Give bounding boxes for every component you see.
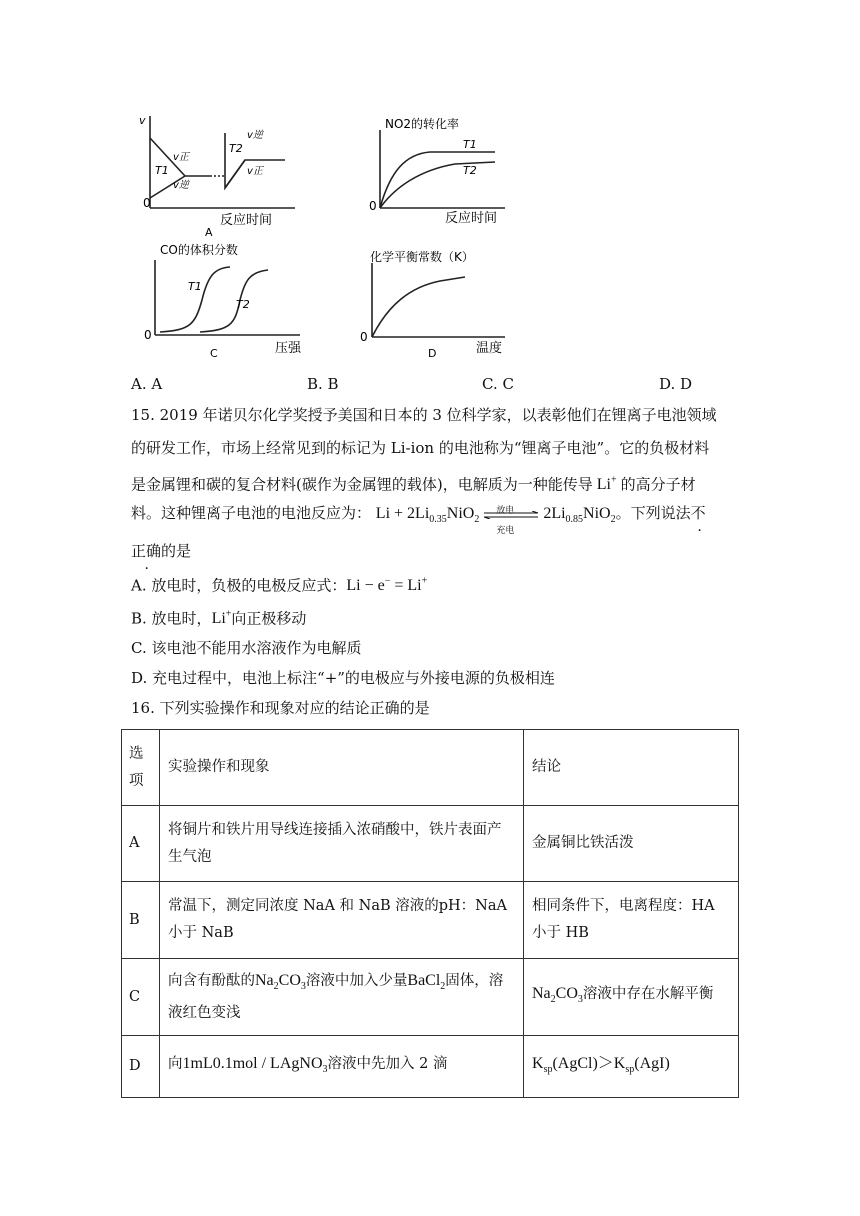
row-operation: 将铜片和铁片用导线连接插入浓硝酸中，铁片表面产生气泡 [160, 806, 524, 882]
graph-c-origin: 0 [144, 328, 152, 342]
row-option: A [122, 806, 160, 882]
row-option: B [122, 882, 160, 959]
table-row [122, 882, 739, 959]
graph-b-series-t1: T1 [463, 138, 477, 151]
row-conclusion: 金属铜比铁活泼 [524, 806, 739, 882]
table-header-row [122, 730, 739, 806]
q15-line-5: 正确的是 [131, 542, 192, 560]
graph-c-xlabel: 压强 [275, 341, 302, 356]
graph-a-xlabel: 反应时间 [220, 213, 273, 228]
graph-d-origin: 0 [360, 330, 368, 344]
q15-option-b[interactable]: B. 放电时，Li+向正极移动 [131, 609, 307, 628]
q15-line-2: 的研发工作，市场上经常见到的标记为 Li-ion 的电池称为“锂离子电池”。它的负极材料 [131, 439, 710, 457]
graph-a-label: T2 [229, 142, 243, 155]
row-conclusion: $K_{sp}(AgCl)>K_{sp}(AgI)$ [524, 1036, 739, 1098]
q15-option-d[interactable]: D. 充电过程中，电池上标注“+”的电极应与外接电源的负极相连 [131, 669, 555, 687]
graph-c-ylabel: CO的体积分数 [160, 243, 238, 257]
battery-reaction-formula: $Li + 2Li_{0.35}NiO_2$ 放电 充电 $2Li_{0.85}NiO_2$ [375, 505, 616, 536]
graph-c-caption: C [210, 347, 218, 360]
row-conclusion: 相同条件下，电离程度：HA 小于 HB [524, 882, 739, 959]
graph-a-label: v逆 [247, 130, 263, 141]
q14-option-c[interactable]: C. C [482, 375, 514, 393]
graph-a-caption: A [205, 226, 213, 238]
graph-a-label: T1 [155, 164, 169, 177]
row-option: C [122, 959, 160, 1036]
graph-c-series-t1: T1 [188, 280, 202, 293]
graph-a [135, 108, 310, 238]
row-operation: 常温下，测定同浓度 NaA 和 NaB 溶液的pH：NaA 小于 NaB [160, 882, 524, 959]
graph-b-xlabel: 反应时间 [445, 211, 498, 226]
q15-option-c[interactable]: C. 该电池不能用水溶液作为电解质 [131, 639, 362, 657]
row-operation: 向1mL0.1mol / LAgNO$_3$溶液中先加入 2 滴 [160, 1036, 524, 1098]
graph-d-xlabel: 温度 [476, 341, 503, 356]
header-conclusion: 结论 [524, 730, 739, 806]
table-row [122, 806, 739, 882]
q15-option-a[interactable]: A. 放电时，负极的电极反应式：Li − e− = Li+ [131, 576, 428, 595]
row-operation: 向含有酚酞的$Na_2CO_3$溶液中加入少量BaCl$_2$固体，溶液红色变浅 [160, 959, 524, 1036]
q16-table [121, 729, 739, 1098]
row-option: D [122, 1036, 160, 1098]
table-row [122, 959, 739, 1036]
q14-option-d[interactable]: D. D [659, 375, 693, 393]
graph-d-caption: D [428, 347, 437, 360]
q15-line-4: 料。这种锂离子电池的电池反应为： $Li + 2Li_{0.35}NiO_2$ 放电 充电 $2Li_{0.85}NiO_2$。下列说法不 [131, 504, 706, 536]
graph-b-ylabel: NO2的转化率 [385, 117, 460, 131]
q14-option-b[interactable]: B. B [307, 375, 339, 393]
graph-a-label-v: v [139, 114, 146, 127]
q15-line-3: 是金属锂和碳的复合材料(碳作为金属锂的载体)，电解质为一种能传导 Li+ 的高分子材 [131, 475, 696, 494]
emphasis-correct: 正确 [131, 542, 162, 560]
graph-b-origin: 0 [369, 199, 377, 213]
header-option: 选项 [122, 730, 160, 806]
table-row [122, 1036, 739, 1098]
graph-a-label: v逆 [173, 180, 189, 191]
q15-line-1: 15. 2019 年诺贝尔化学奖授予美国和日本的 3 位科学家，以表彰他们在锂离子电池领域 [131, 406, 717, 424]
emphasis-not: 不 [690, 504, 706, 522]
graph-a-label: v正 [247, 166, 263, 177]
graph-d-ylabel: 化学平衡常数（K） [370, 250, 474, 264]
graph-c-series-t2: T2 [236, 298, 250, 311]
graph-b [365, 112, 515, 227]
graph-d [360, 245, 520, 360]
reversible-arrow: 放电 充电 [482, 505, 540, 523]
q16-stem: 16. 下列实验操作和现象对应的结论正确的是 [131, 699, 430, 717]
graph-b-series-t2: T2 [463, 164, 477, 177]
graph-a-origin: 0 [143, 196, 151, 210]
q14-option-a[interactable]: A. A [131, 375, 163, 393]
row-conclusion: $Na_2CO_3$溶液中存在水解平衡 [524, 959, 739, 1036]
graph-a-label: v正 [173, 152, 189, 163]
graph-c [140, 240, 315, 360]
header-operation: 实验操作和现象 [160, 730, 524, 806]
